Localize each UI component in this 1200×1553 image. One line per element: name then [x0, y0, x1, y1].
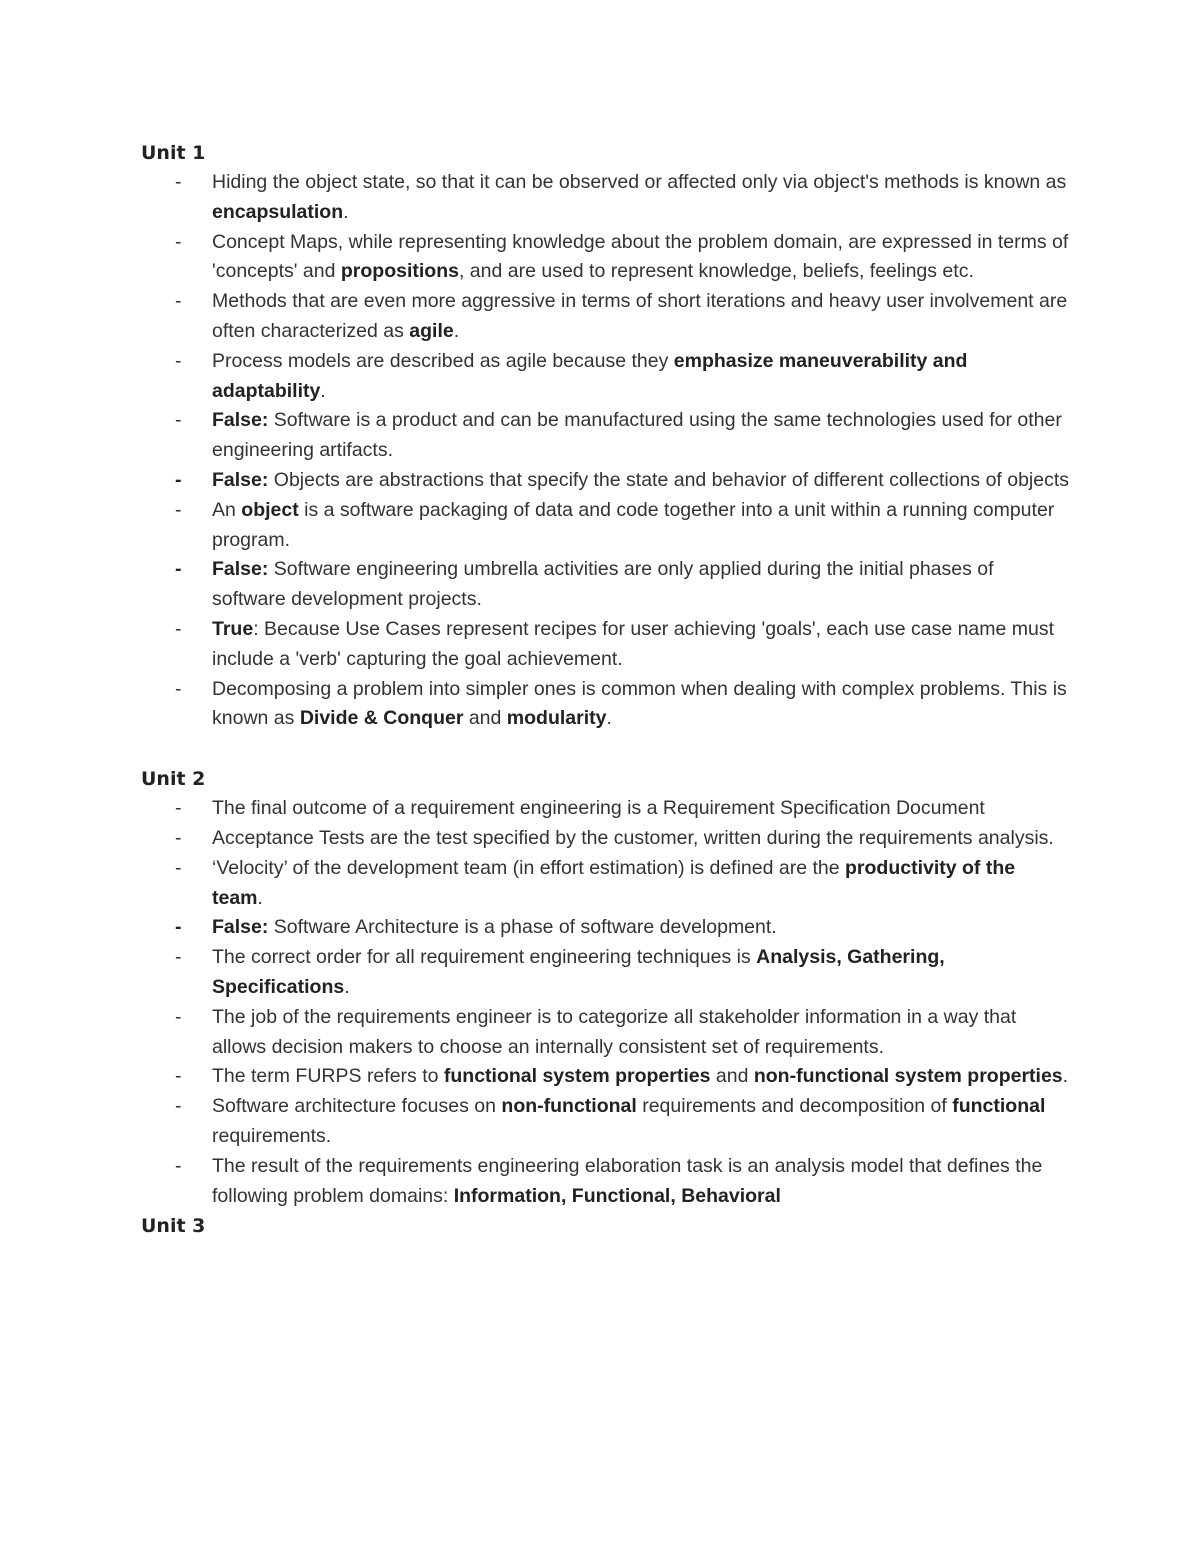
bold-text: non-functional — [501, 1095, 637, 1118]
item-text: Hiding the object state, so that it can be observed or affected only via object's methods is known as — [212, 171, 1067, 193]
list-item — [141, 496, 1071, 556]
unit-1-list — [141, 168, 1071, 734]
item-text: and — [710, 1065, 754, 1088]
bullet-dash: - — [175, 498, 182, 521]
bold-text: productivity of the team — [212, 856, 1016, 909]
bold-text: False: — [212, 916, 269, 939]
list-item — [141, 406, 1071, 466]
item-text: is a software packaging of data and code together into a unit within a running computer program. — [212, 498, 1055, 551]
list-item — [141, 1003, 1071, 1063]
list-item — [141, 466, 1071, 496]
bold-text: modularity — [506, 707, 607, 730]
bullet-dash: - — [175, 409, 182, 432]
bullet-dash: - — [175, 617, 182, 640]
bullet-dash: - — [175, 826, 182, 849]
item-text: . — [343, 200, 349, 223]
bold-text: Divide & Conquer — [299, 707, 464, 730]
bold-text: emphasize maneuverability and adaptability — [212, 349, 968, 402]
item-text: Process models are described as agile because they — [212, 349, 674, 372]
bold-text: agile — [409, 319, 454, 342]
bold-text: False: — [212, 468, 269, 491]
bullet-dash: - — [175, 290, 182, 313]
item-text: . — [257, 886, 263, 909]
bullet-dash: - — [175, 856, 182, 879]
item-text: Methods that are even more aggressive in terms of short iterations and heavy user involvement are often characterized as — [212, 290, 1068, 342]
list-item — [141, 287, 1071, 347]
item-text: The result of the requirements engineering elaboration task is an analysis model that defines the following problem domains: — [212, 1154, 1043, 1207]
list-item — [141, 168, 1071, 228]
item-text: . — [320, 379, 326, 402]
bullet-dash: - — [175, 1065, 182, 1088]
bold-text: encapsulation — [212, 200, 344, 223]
bullet-dash: - — [175, 1005, 182, 1028]
list-item — [141, 228, 1071, 288]
unit-2-list — [141, 794, 1071, 1211]
bold-text: functional system properties — [443, 1065, 711, 1088]
bold-text: True — [212, 617, 254, 640]
item-text: : Because Use Cases represent recipes for user achieving 'goals', each use case name must include a 'verb' capturing the goal achievement. — [212, 617, 1055, 670]
list-item — [141, 824, 1071, 854]
unit-2-heading: Unit 2 — [141, 768, 206, 791]
item-text: requirements. — [212, 1124, 332, 1147]
unit-3-heading: Unit 3 — [141, 1215, 206, 1238]
document-content — [141, 138, 1071, 1241]
item-text: The job of the requirements engineer is to categorize all stakeholder information in a way that allows decision makers to choose an internally consistent set of requirements. — [212, 1005, 1017, 1058]
item-text: Concept Maps, while representing knowledge about the problem domain, are expressed in terms of 'concepts' and — [212, 230, 1069, 283]
bullet-dash: - — [175, 946, 182, 969]
list-item — [141, 1092, 1071, 1152]
item-text: . — [344, 975, 350, 998]
item-text: Decomposing a problem into simpler ones is common when dealing with complex problems. This is known as — [212, 677, 1067, 730]
bold-text: functional — [952, 1095, 1046, 1118]
bold-text: Analysis, Gathering, Specifications — [212, 946, 945, 998]
item-text: The correct order for all requirement engineering techniques is — [212, 946, 757, 969]
bullet-dash: - — [175, 916, 182, 939]
bullet-dash: - — [175, 1095, 182, 1118]
bullet-dash: - — [175, 1154, 182, 1177]
list-item — [141, 794, 1071, 824]
item-text: Software engineering umbrella activities are only applied during the initial phases of software development projects. — [212, 558, 994, 611]
item-text: requirements and decomposition of — [636, 1095, 953, 1118]
bullet-dash: - — [175, 349, 182, 372]
bold-text: non-functional system properties — [753, 1065, 1063, 1088]
item-text: The term FURPS refers to — [212, 1065, 444, 1088]
item-text: . — [606, 707, 612, 730]
item-text: Objects are abstractions that specify the state and behavior of different collections of objects — [268, 468, 1070, 491]
bold-text: propositions — [340, 260, 459, 283]
item-text: ‘Velocity’ of the development team (in effort estimation) is defined are the — [212, 856, 846, 879]
item-text: Software is a product and can be manufactured using the same technologies used for other engineering artifacts. — [212, 409, 1062, 462]
bullet-dash: - — [175, 558, 182, 581]
item-text: Acceptance Tests are the test specified by the customer, written during the requirements analysis. — [212, 826, 1054, 849]
unit-1-heading: Unit 1 — [141, 142, 206, 164]
list-item — [141, 943, 1071, 1003]
bold-text: False: — [212, 558, 269, 581]
item-text: . — [1062, 1065, 1069, 1088]
section-spacer — [141, 734, 1071, 764]
list-item — [141, 1062, 1071, 1092]
bullet-dash: - — [175, 230, 182, 253]
bold-text: False: — [212, 409, 269, 432]
list-item — [141, 675, 1071, 735]
list-item — [141, 347, 1071, 407]
item-text: An — [212, 498, 242, 521]
item-text: Software architecture focuses on — [212, 1095, 502, 1118]
list-item — [141, 615, 1071, 675]
list-item — [141, 854, 1071, 914]
bullet-dash: - — [175, 797, 182, 820]
bullet-dash: - — [175, 677, 182, 700]
item-text: Software Architecture is a phase of software development. — [268, 916, 777, 939]
list-item — [141, 913, 1071, 943]
bold-text: object — [241, 498, 299, 521]
bullet-dash: - — [175, 171, 182, 193]
list-item — [141, 1152, 1071, 1212]
item-text: and — [463, 707, 507, 730]
bullet-dash: - — [175, 468, 182, 491]
bold-text: Information, Functional, Behavioral — [453, 1184, 781, 1207]
item-text: The final outcome of a requirement engineering is a Requirement Specification Document — [212, 797, 985, 820]
list-item — [141, 555, 1071, 615]
item-text: , and are used to represent knowledge, beliefs, feelings etc. — [458, 260, 974, 283]
item-text: . — [453, 319, 460, 342]
